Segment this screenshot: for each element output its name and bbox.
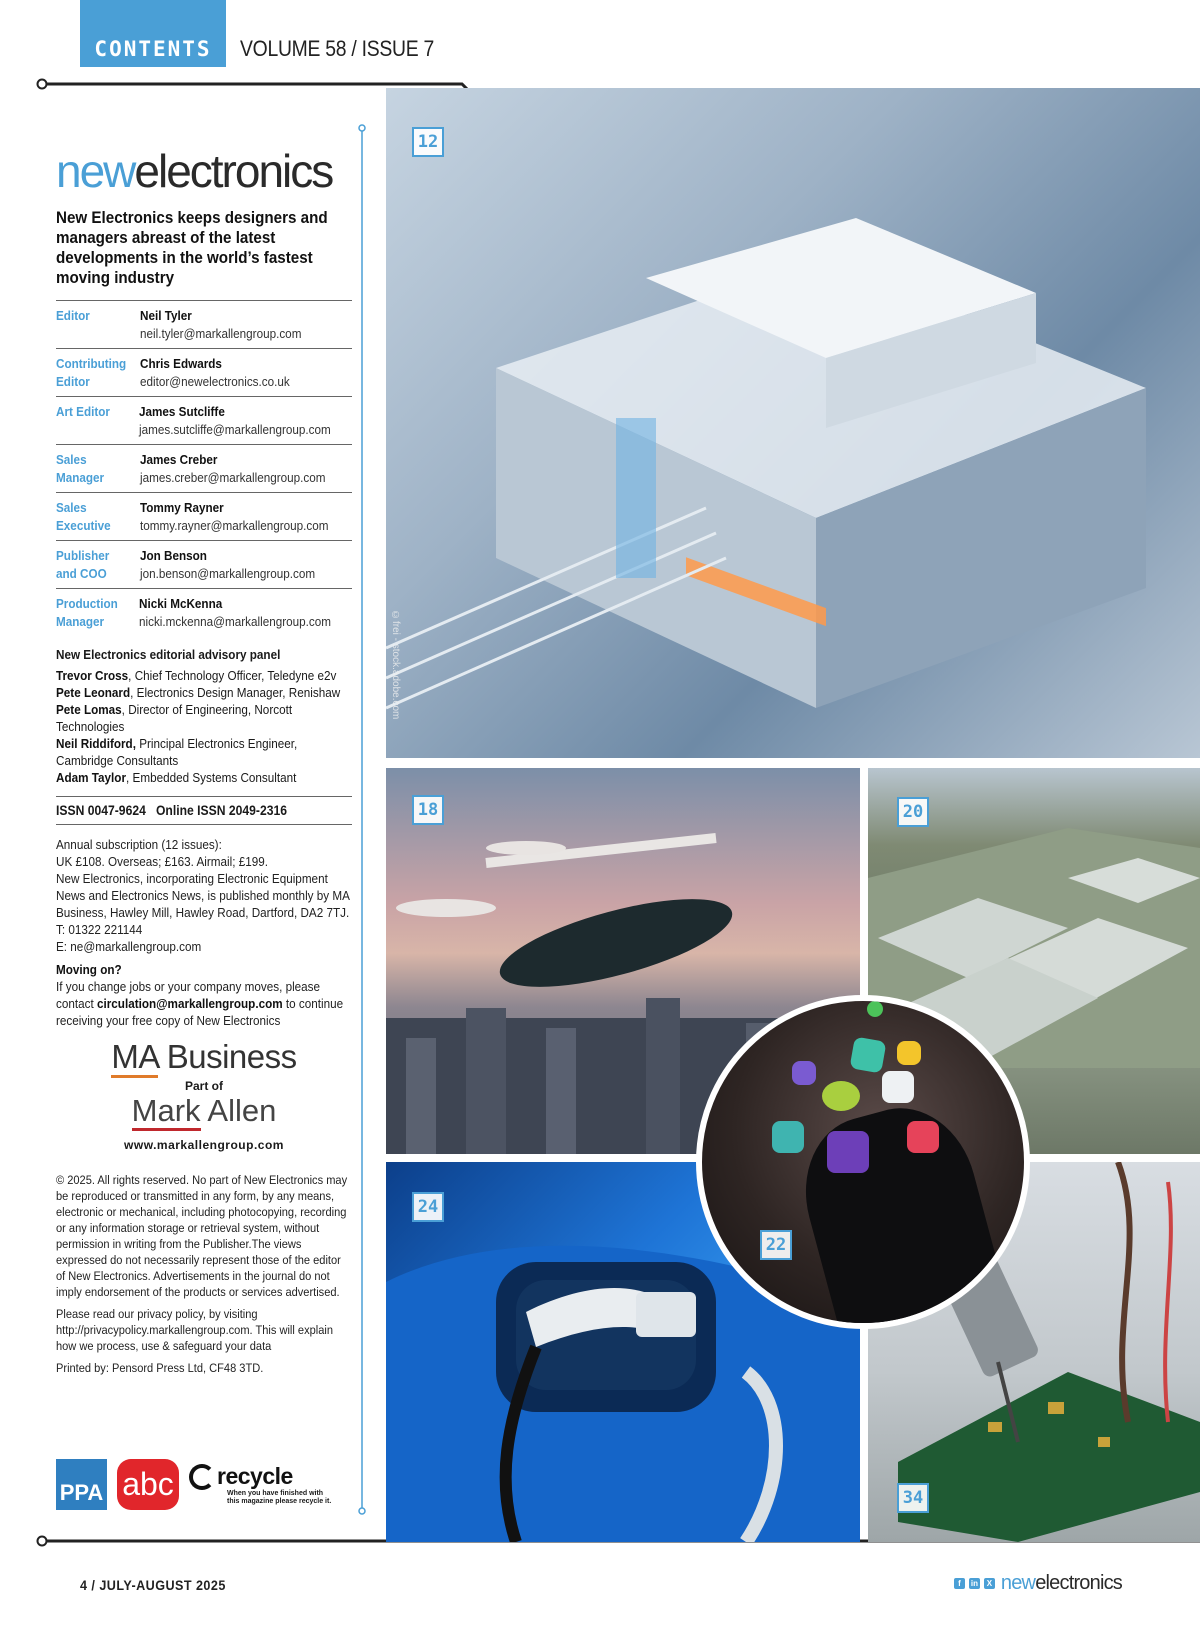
- staff-row: [56, 493, 352, 541]
- subscription-info: [56, 836, 353, 1029]
- legal-text: [56, 1172, 353, 1382]
- issn-line: ISSN 0047-9624 Online ISSN 2049-2316: [56, 796, 352, 825]
- staff-row: [56, 349, 352, 397]
- linkedin-icon[interactable]: in: [970, 1579, 978, 1588]
- chart-app-icon: [792, 1061, 816, 1085]
- subscription-line: New Electronics, incorporating Electronic Equipment News and Electronics News, is published monthly by MA Business, Hawley Mill, Hawley Road, Dartford, DA2 7TJ. T: 01322 221144: [56, 871, 350, 937]
- ppa-logo: PPA: [56, 1459, 107, 1510]
- datacenter-illustration: [386, 88, 1200, 758]
- image-credit: ©frei - stock.adobe.com: [390, 610, 401, 720]
- panel-member: Neil Riddiford, Principal Electronics Engineer, Cambridge Consultants: [56, 736, 298, 768]
- staff-name: Tommy Rayner: [140, 500, 224, 515]
- footer-brand: [954, 1572, 1122, 1595]
- staff-name: James Sutcliffe: [138, 404, 225, 419]
- x-icon[interactable]: X: [984, 1578, 995, 1589]
- page-tag-20[interactable]: 20: [897, 797, 929, 827]
- staff-email[interactable]: jon.benson@markallengroup.com: [140, 566, 316, 581]
- staff-role: Contributing Editor: [56, 356, 127, 389]
- subscription-email[interactable]: E: ne@markallengroup.com: [56, 939, 202, 954]
- staff-row: [56, 397, 352, 445]
- badges: [56, 1459, 337, 1510]
- page-number: 4: [80, 1577, 88, 1593]
- staff-name: Nicki McKenna: [138, 596, 222, 611]
- printer-notice: Printed by: Pensord Press Ltd, CF48 3TD.: [56, 1361, 264, 1375]
- panel-member: Adam Taylor, Embedded Systems Consultant: [56, 770, 297, 785]
- publisher-url[interactable]: www.markallengroup.com: [124, 1138, 284, 1152]
- staff-list: [56, 300, 352, 636]
- download-app-icon: [827, 1131, 869, 1173]
- staff-email[interactable]: nicki.mckenna@markallengroup.com: [138, 614, 331, 629]
- section-label: CONTENTS: [94, 37, 212, 61]
- panel-title: New Electronics editorial advisory panel: [56, 647, 281, 662]
- moving-text: If you change jobs or your company moves, please contact circulation@markallengroup.com to continue receiving your free copy of New Electronics: [56, 979, 344, 1028]
- camera-app-icon: [907, 1121, 939, 1153]
- staff-role: Production Manager: [56, 596, 118, 629]
- page-tag-24[interactable]: 24: [412, 1192, 444, 1222]
- feature-image-12[interactable]: [386, 88, 1200, 758]
- staff-name: James Creber: [140, 452, 218, 467]
- recycle-icon: [189, 1464, 215, 1490]
- panel-member: Trevor Cross, Chief Technology Officer, Teledyne e2v: [56, 668, 337, 683]
- advisory-panel: [56, 646, 353, 786]
- staff-email[interactable]: neil.tyler@markallengroup.com: [140, 326, 302, 341]
- ma-business-logo: MA Business: [56, 1040, 352, 1073]
- page-tag-12[interactable]: 12: [412, 127, 444, 157]
- staff-role: Sales Manager: [56, 452, 105, 485]
- privacy-notice: Please read our privacy policy, by visiting http://privacypolicy.markallengroup.com. This will explain how we process, use & safeguard your data: [56, 1307, 334, 1353]
- staff-email[interactable]: editor@newelectronics.co.uk: [140, 374, 290, 389]
- recycle-logo: recycle When you have finished with this magazine please recycle it.: [189, 1463, 337, 1506]
- circulation-email[interactable]: circulation@markallengroup.com: [96, 996, 283, 1011]
- smartwatch-band: [788, 1093, 1007, 1329]
- facebook-icon[interactable]: f: [954, 1578, 965, 1589]
- staff-row: [56, 445, 352, 493]
- staff-role: Sales Executive: [56, 500, 111, 533]
- staff-role: Art Editor: [56, 404, 110, 419]
- small-app-icon: [867, 1001, 883, 1017]
- staff-row: [56, 541, 352, 589]
- folio-separator: /: [91, 1577, 96, 1593]
- moving-title: Moving on?: [56, 962, 122, 977]
- part-of-label: Part of: [184, 1079, 223, 1093]
- publisher-logos: [56, 1040, 352, 1152]
- panel-member: Pete Lomas, Director of Engineering, Norcott Technologies: [56, 702, 293, 734]
- volume-issue: VOLUME 58 / ISSUE 7: [240, 36, 435, 61]
- staff-email[interactable]: james.creber@markallengroup.com: [140, 470, 326, 485]
- mark-allen-logo: Mark Allen: [56, 1095, 352, 1126]
- folio: [80, 1577, 226, 1593]
- staff-row: [56, 301, 352, 349]
- subscription-line: UK £108. Overseas; £163. Airmail; £199.: [56, 854, 269, 869]
- settings-app-icon: [897, 1041, 921, 1065]
- staff-name: Jon Benson: [140, 548, 207, 563]
- folder-app-icon: [772, 1121, 804, 1153]
- footer-logo: newelectronics: [1000, 1572, 1122, 1594]
- abc-logo: abc: [117, 1459, 179, 1510]
- recycle-note: When you have finished with this magazine please recycle it.: [227, 1490, 332, 1505]
- staff-row: [56, 589, 352, 636]
- staff-role: Editor: [56, 308, 90, 323]
- copyright-notice: © 2025. All rights reserved. No part of New Electronics may be reproduced or transmitted in any form, by any means, electronic or mechanical, including photocopying, recording or any information storage or retrieval system, without permission in writing from the Publisher.The views expressed do not necessarily represent those of the editor of New Electronics. Advertisements in the journal do not imply endorsement of the products or services advertised.: [56, 1173, 348, 1299]
- phone-app-icon: [849, 1036, 886, 1073]
- page-tag-22[interactable]: 22: [760, 1230, 792, 1260]
- feature-image-22[interactable]: [696, 995, 1030, 1329]
- issue-date: JULY-AUGUST 2025: [99, 1577, 226, 1593]
- staff-name: Chris Edwards: [140, 356, 222, 371]
- mail-app-icon: [822, 1081, 860, 1111]
- panel-member: Pete Leonard, Electronics Design Manager, Renishaw: [56, 685, 341, 700]
- newelectronics-logo: newelectronics: [56, 145, 333, 197]
- masthead: [56, 120, 352, 786]
- staff-email[interactable]: james.sutcliffe@markallengroup.com: [138, 422, 331, 437]
- staff-email[interactable]: tommy.rayner@markallengroup.com: [140, 518, 329, 533]
- tagline: New Electronics keeps designers and managers abreast of the latest developments in the world’s fastest moving industry: [56, 209, 328, 287]
- page-tag-34[interactable]: 34: [897, 1483, 929, 1513]
- calendar-app-icon: [882, 1071, 914, 1103]
- subscription-line: Annual subscription (12 issues):: [56, 837, 222, 852]
- staff-name: Neil Tyler: [140, 308, 192, 323]
- staff-role: Publisher and COO: [56, 548, 110, 581]
- page-tag-18[interactable]: 18: [412, 795, 444, 825]
